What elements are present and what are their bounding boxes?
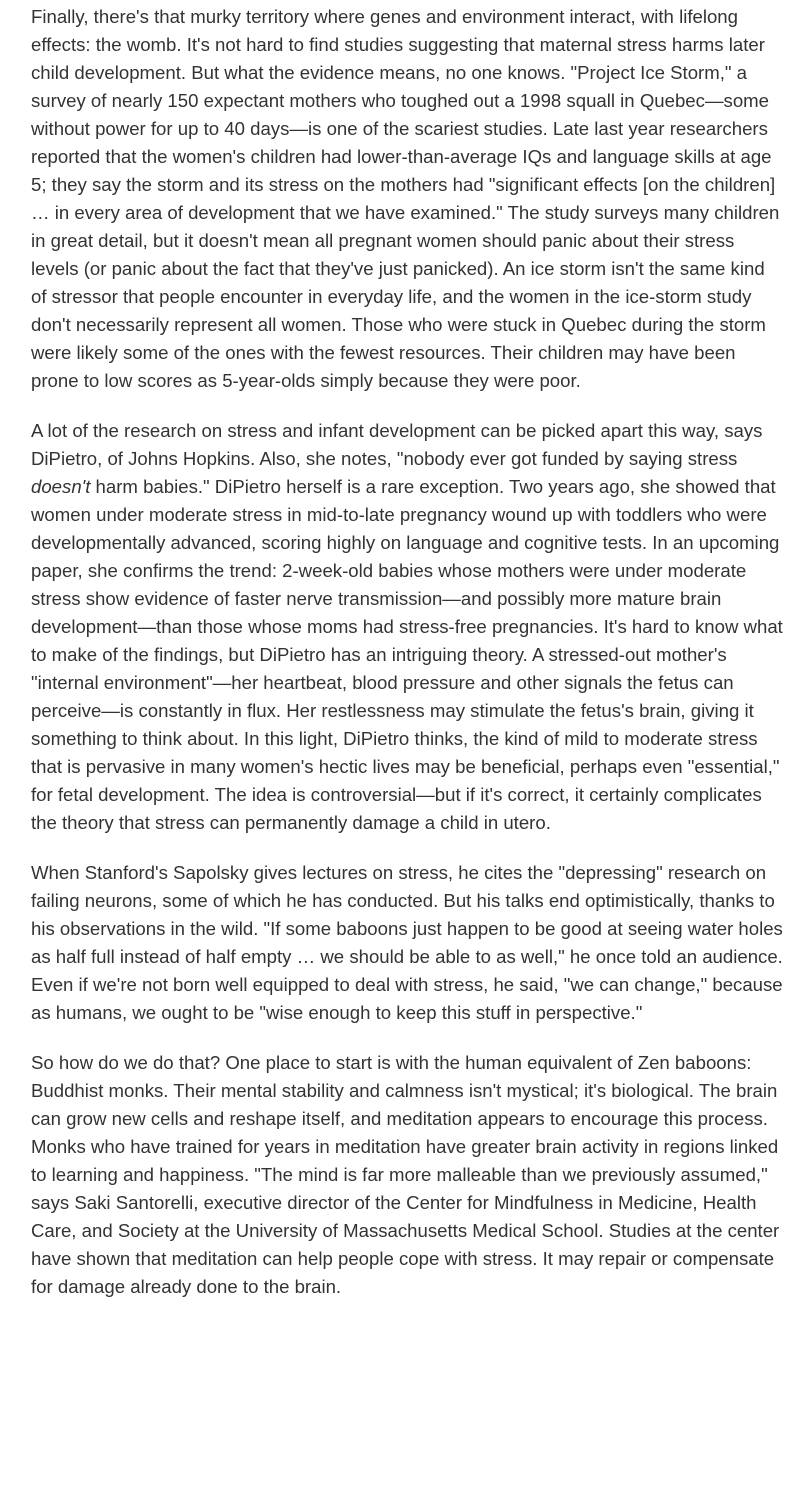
paragraph-dipietro xyxy=(31,417,785,837)
paragraph-sapolsky: When Stanford's Sapolsky gives lectures on stress, he cites the "depressing" research on failing neurons, some of which he has conducted. But his talks end optimistically, thanks to his observations in the wild. "If some baboons just happen to be good at seeing water holes as half full instead of half empty … we should be able to as well," he once told an audience. Even if we're not born well equipped to deal with stress, he said, "we can change," because as humans, we ought to be "wise enough to keep this stuff in perspective." xyxy=(31,862,783,1023)
paragraph-womb-ice-storm: Finally, there's that murky territory where genes and environment interact, with lifelong effects: the womb. It's not hard to find studies suggesting that maternal stress harms later child development. But what the evidence means, no one knows. "Project Ice Storm," a survey of nearly 150 expectant mothers who toughed out a 1998 squall in Quebec—some without power for up to 40 days—is one of the scariest studies. Late last year researchers reported that the women's children had lower-than-average IQs and language skills at age 5; they say the storm and its stress on the mothers had "significant effects [on the children] … in every area of development that we have examined." The study surveys many children in great detail, but it doesn't mean all pregnant women should panic about their stress levels (or panic about the fact that they've just panicked). An ice storm isn't the same kind of stressor that people encounter in everyday life, and the women in the ice-storm study don't necessarily represent all women. Those who were stuck in Quebec during the storm were likely some of the ones with the fewest resources. Their children may have been prone to low scores as 5-year-olds simply because they were poor. xyxy=(31,6,780,391)
paragraph-dipietro-lead: A lot of the research on stress and infant development can be picked apart this way, says DiPietro, of Johns Hopkins. Also, she notes, "nobody ever got funded by saying stress xyxy=(31,420,763,469)
paragraph-buddhist-monks: So how do we do that? One place to start is with the human equivalent of Zen baboons: Buddhist monks. Their mental stability and calmness isn't mystical; it's biological. The brain can grow new cells and reshape itself, and meditation appears to encourage this process. Monks who have trained for years in meditation have greater brain activity in regions linked to learning and happiness. "The mind is far more malleable than we previously assumed," says Saki Santorelli, executive director of the Center for Mindfulness in Medicine, Health Care, and Society at the University of Massachusetts Medical School. Studies at the center have shown that meditation can help people cope with stress. It may repair or compensate for damage already done to the brain. xyxy=(31,1052,780,1297)
emphasis-doesnt: doesn't xyxy=(31,476,91,497)
paragraph-dipietro-rest: harm babies." DiPietro herself is a rare exception. Two years ago, she showed that women under moderate stress in mid-to-late pregnancy wound up with toddlers who were developmentally advanced, scoring highly on language and cognitive tests. In an upcoming paper, she confirms the trend: 2-week-old babies whose mothers were under moderate stress show evidence of faster nerve transmission—and possibly more mature brain development—than those whose moms had stress-free pregnancies. It's hard to know what to make of the findings, but DiPietro has an intriguing theory. A stressed-out mother's "internal environment"—her heartbeat, blood pressure and other signals the fetus can perceive—is constantly in flux. Her restlessness may stimulate the fetus's brain, giving it something to think about. In this light, DiPietro thinks, the kind of mild to moderate stress that is pervasive in many women's hectic lives may be beneficial, perhaps even "essential," for fetal development. The idea is controversial—but if it's correct, it certainly complicates the theory that stress can permanently damage a child in utero. xyxy=(31,476,783,833)
